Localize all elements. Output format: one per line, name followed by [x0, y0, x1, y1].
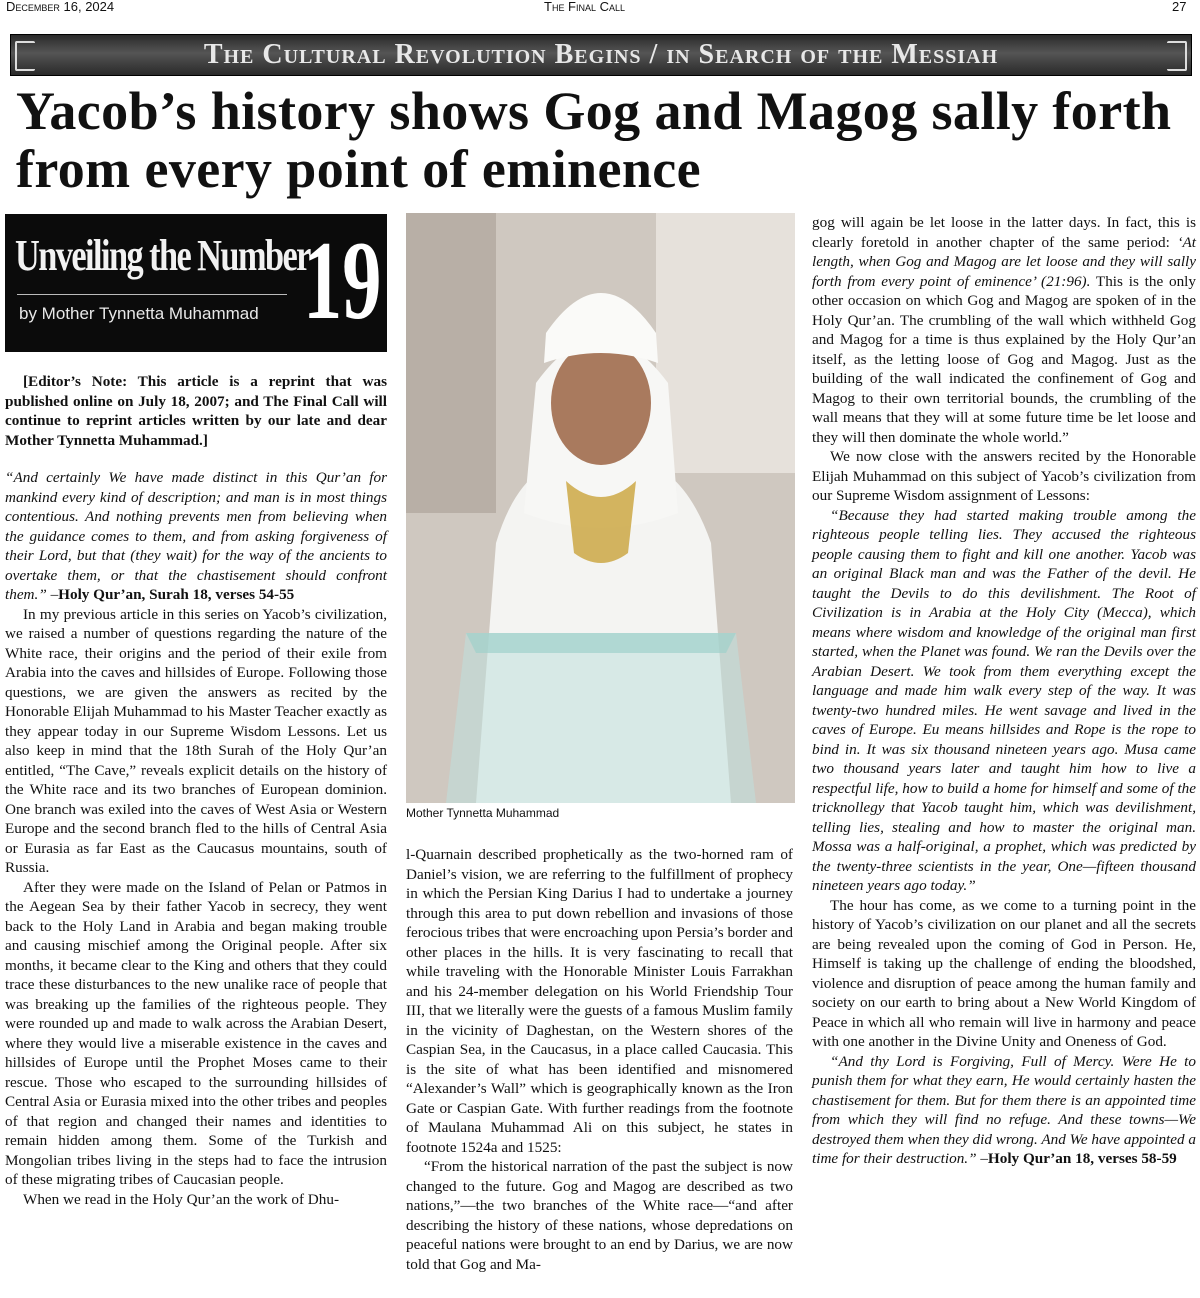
- column-logo-byline: by Mother Tynnetta Muhammad: [19, 304, 259, 323]
- article-column-1: [5, 372, 387, 1209]
- quote-text: “And certainly We have made distinct in this Qur’an for mankind every kind of description; and man is in most things contentious. And nothing prevents men from believing when the guidance comes to them, and from asking forgiveness of their Lord, but that (they wait) for the way of the ancients to overtake them, or that the chastisement should confront them.” –: [5, 469, 387, 603]
- page-folio: [0, 0, 1200, 16]
- paragraph: When we read in the Holy Qur’an the work of Dhu-: [23, 1190, 340, 1208]
- paragraph: The hour has come, as we come to a turning point in the history of Yacob’s civilization on our planet and all the secrets are being revealed upon the coming of God in Person. He, Himself is taking up the challenge of ending the bloodshed, violence and disruption of peace among the human family and society on our earth to bring about a New World Kingdom of Peace in which all who remain will live in harmony and peace with one another in the Divine Unity and Oneness of God.: [812, 896, 1196, 1050]
- paragraph: After they were made on the Island of Pelan or Patmos in the Aegean Sea by their father Yacob in secrecy, they went back to the Holy Land in Arabia and began making trouble and causing mischief among the Original people. After six months, it became clear to the King and others that they could trace these disturbances to the new unalike race of people that was breaking up the families of the righteous people. They were rounded up and made to walk across the Arabian Desert, where they would live a miserable existence in the caves and hillsides of Europe until the Prophet Moses came to their rescue. Those who escaped to the surrounding hillsides of Central Asia or Eurasia mixed into the other tribes and peoples of that region and changed their names and identities to remain hidden among them. Some of the Turkish and Mongolian tribes living in the steps had to face the intrusion of these migrating tribes of Caucasian people.: [5, 878, 387, 1188]
- quote-text: “Because they had started making trouble among the righteous people telling lies. They accused the righteous people causing them to fight and kill one another. Yacob was an original Black man and was the Father of the devil. He taught the Devils to do this devilishment. The Root of Civilization is in Arabia at the Holy City (Mecca), which means where wisdom and knowledge of the original man first started, when the Planet was found. We ran the Devils over the Arabian Desert. We took from them everything except the language and made him walk every step of the way. It was twenty-two hundred miles. He went savage and lived in the caves of Europe. Eu means hillsides and Rope is the rope to bind in. It was six thousand nineteen years ago. Musa came two thousand years later and taught him how to live a respectful life, how to build a home for himself and some of the tricknollegy that Yacob taught him, which was devilishment, telling lies, stealing and how to master the original man. Mossa was a half-original, a prophet, which was predicted by the twenty-three scientists in the year, One—fifteen thousand nineteen years ago today.”: [812, 506, 1196, 894]
- section-banner: [10, 34, 1192, 76]
- column-logo-number: 19: [303, 219, 382, 343]
- page-number: 27: [1172, 0, 1187, 14]
- paragraph: We now close with the answers recited by the Honorable Elijah Muhammad on this subject of Yacob’s civilization from our Supreme Wisdom assignment of Lessons:: [812, 448, 1196, 504]
- publication-name: The Final Call: [544, 0, 626, 14]
- article-column-2: [406, 845, 793, 1274]
- quote-citation: Holy Qur’an 18, verses 58-59: [987, 1150, 1177, 1167]
- paragraph: “From the historical narration of the past the subject is now changed to the future. Gog and Magog are described as two nations,”—the two branches of the White race—“and after describing the history of these nations, whose depredations on peaceful nations were brought to an end by Darius, we are now told that Gog and Ma-: [406, 1158, 793, 1273]
- quran-inline-quote: ‘At length, when Gog and Magog are let loose and they will sally forth from every point of eminence’ (21:96).: [812, 233, 1196, 290]
- issue-date: December 16, 2024: [6, 0, 115, 14]
- section-banner-title: The Cultural Revolution Begins / in Search of the Messiah: [203, 39, 999, 70]
- paragraph: In my previous article in this series on Yacob’s civilization, we raised a number of questions regarding the nature of the White race, their origins and the period of their exile from Arabia into the caves and hillsides of Europe. Following those questions, we are given the answers as recited by the Honorable Elijah Muhammad to his Master Teacher exactly as they appear today in our Supreme Wisdom Lessons. Let us also keep in mind that the 18th Surah of the Holy Qur’an entitled, “The Cave,” reveals explicit details on the history of the White race and its two branches of European dominion. One branch was exiled into the caves of West Asia or Western Europe and the second branch fled to the hills of Central Asia or Eurasia as far East as the Caucasus mountains, south of Russia.: [5, 605, 387, 876]
- column-logo: [5, 214, 387, 352]
- quran-quote: [812, 1052, 1196, 1169]
- photo-caption: Mother Tynnetta Muhammad: [406, 806, 560, 820]
- quran-quote: [5, 468, 387, 605]
- paragraph-text: This is the only other occasion on which Gog and Magog are spoken of in the Holy Qur’an. The crumbling of the wall which withheld Gog and Magog for a time is thus explained by the Holy Qur’an itself, as the letting loose of Gog and Magog. Just as the building of the wall indicated the confinement of Gog and Magog to their own territorial bounds, the crumbling of the wall means that they will at some future time be let loose and they will then dominate the whole world.”: [812, 272, 1196, 446]
- paragraph: [812, 213, 1196, 447]
- divider: [17, 294, 287, 295]
- lesson-quote: [812, 506, 1196, 896]
- paragraph-text: gog will again be let loose in the latter days. In fact, this is clearly foretold in another chapter of the same period:: [812, 214, 1196, 251]
- quote-text: “And thy Lord is Forgiving, Full of Mercy. Were He to punish them for what they earn, He would certainly hasten the chastisement for them. But for them there is an appointed time from which they will find no refuge. And these towns—We destroyed them when they did wrong. And We have appointed a time for their destruction.” –: [812, 1052, 1196, 1167]
- article-headline: Yacob’s history shows Gog and Magog sally forth from every point of eminence: [16, 81, 1172, 199]
- article-column-3: [812, 213, 1196, 1169]
- paragraph: l-Quarnain described prophetically as the two-horned ram of Daniel’s vision, we are referring to the fulfillment of prophecy in which the Persian King Darius I had to undertake a journey through this area to put down rebellion and invasions of those ferocious tribes that were encroaching upon Persia’s border and other places in the hills. It is very fascinating to recall that while traveling with the Honorable Minister Louis Farrakhan and his 24-member delegation on his World Friendship Tour III, that we literally were the guests of a famous Muslim family in the vicinity of Daghestan, on the Western shores of the Caspian Sea, in the Caucasus, in a place called Caucasia. This is the site of what has been identified and misnomered “Alexander’s Wall” which is geographically known as the Iron Gate or Caspian Gate. With further readings from the footnote of Maulana Muhammad Ali on this subject, he states in footnote 1524a and 1525:: [406, 846, 793, 1156]
- editor-note: [Editor’s Note: This article is a reprint that was published online on July 18, 2007; and The Final Call will continue to reprint articles written by our late and dear Mother Tynnetta Muhammad.]: [5, 373, 387, 449]
- ornament-icon: [1167, 41, 1187, 71]
- quote-citation: Holy Qur’an, Surah 18, verses 54-55: [58, 586, 295, 603]
- column-logo-title: Unveiling the Number: [15, 231, 310, 280]
- photo-illustration: [406, 213, 795, 803]
- article-photo: [406, 213, 795, 803]
